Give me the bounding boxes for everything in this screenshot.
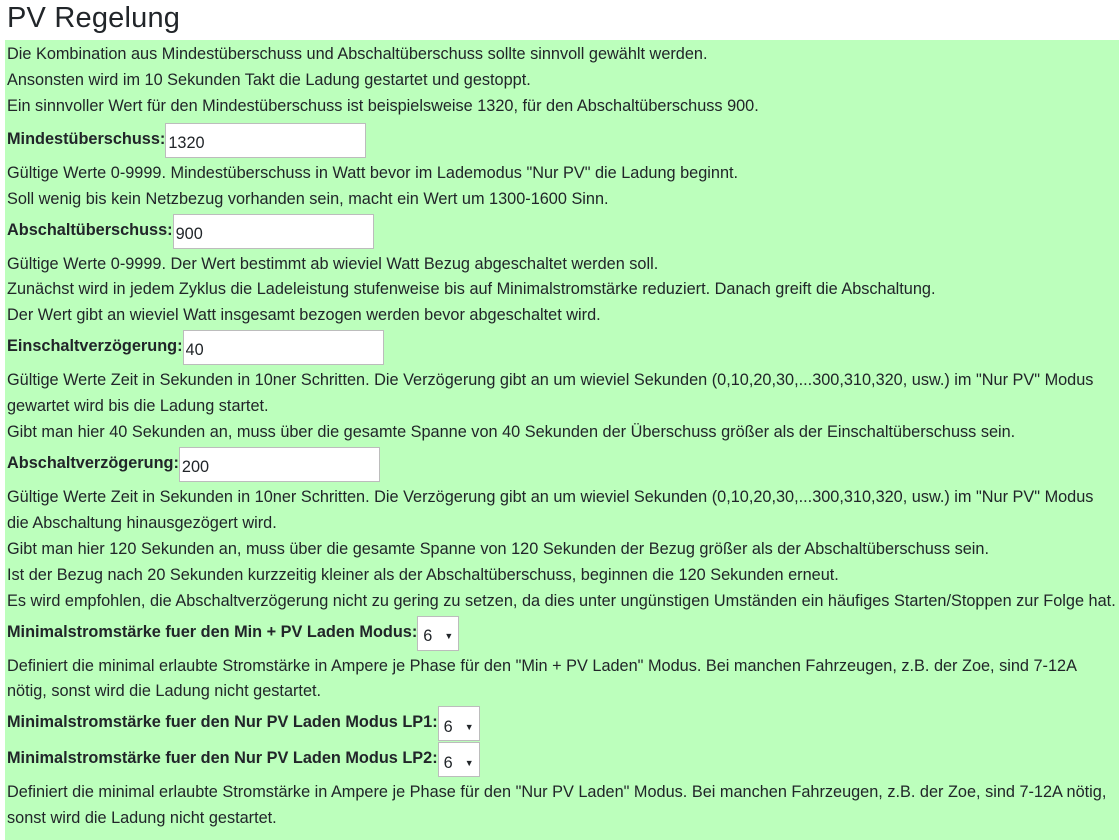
minpv-help: Definiert die minimal erlaubte Stromstärke in Ampere je Phase für den "Min + PV Laden" Modus. Bei manchen Fahrzeugen, z.B. der Zoe, sind 7-12A nötig, sonst wird die Ladung nicht gestartet.	[7, 656, 1077, 701]
minpv-select-value: 6	[423, 627, 433, 645]
abschalt-row	[7, 213, 1119, 249]
minpv-select[interactable]	[417, 616, 459, 651]
nurpv-help: Definiert die minimal erlaubte Stromstärke in Ampere je Phase für den "Nur PV Laden" Modus. Bei manchen Fahrzeugen, z.B. der Zoe, sind 7-12A nötig, sonst wird die Ladung nicht gestartet.	[7, 783, 1107, 828]
nurpv-lp2-select[interactable]	[438, 742, 480, 777]
abschaltverz-help: Ist der Bezug nach 20 Sekunden kurzzeitig kleiner als der Abschaltüberschuss, beginnen die 120 Sekunden erneut.	[7, 565, 839, 584]
mindest-row	[7, 120, 1119, 158]
abschaltverz-help: Gibt man hier 120 Sekunden an, muss über die gesamte Spanne von 120 Sekunden der Bezug größer als der Abschaltüberschuss sein.	[7, 539, 990, 558]
einschaltverz-help: Gültige Werte Zeit in Sekunden in 10ner Schritten. Die Verzögerung gibt an um wieviel Sekunden (0,10,20,30,...300,310,320, usw.) im "Nur PV" Modus gewartet wird bis die Ladung startet.	[7, 371, 1094, 416]
abschalt-help: Gültige Werte 0-9999. Der Wert bestimmt ab wieviel Watt Bezug abgeschaltet werden soll.	[7, 254, 659, 273]
nurpv-lp1-label: Minimalstromstärke fuer den Nur PV Laden Modus LP1:	[7, 713, 438, 732]
nurpv-lp2-row	[7, 741, 1119, 777]
abschalt-help: Zunächst wird in jedem Zyklus die Ladeleistung stufenweise bis auf Minimalstromstärke reduziert. Danach greift die Abschaltung.	[7, 280, 936, 299]
einschaltverz-input[interactable]	[183, 330, 384, 365]
nurpv-lp2-select-value: 6	[443, 753, 453, 772]
abschalt-input[interactable]	[173, 214, 374, 249]
caret-down-icon: ▼	[444, 631, 454, 642]
intro-text: Ein sinnvoller Wert für den Mindestüberschuss ist beispielsweise 1320, für den Abschaltüberschuss 900.	[7, 96, 759, 115]
mindest-help: Soll wenig bis kein Netzbezug vorhanden sein, macht ein Wert um 1300-1600 Sinn.	[7, 189, 609, 208]
abschalt-label: Abschaltüberschuss:	[7, 220, 173, 239]
mindest-help: Gültige Werte 0-9999. Mindestüberschuss in Watt bevor im Lademodus "Nur PV" die Ladung beginnt.	[7, 163, 739, 182]
nurpv-lp1-select-value: 6	[443, 717, 453, 736]
caret-down-icon: ▼	[464, 757, 474, 768]
pv-settings-panel	[5, 40, 1119, 840]
mindest-label: Mindestüberschuss:	[7, 129, 166, 148]
abschaltverz-help: Es wird empfohlen, die Abschaltverzögerung nicht zu gering zu setzen, da dies unter ungünstigen Umständen ein häufiges Starten/Stoppen zur Folge hat.	[7, 591, 1116, 610]
mindest-input[interactable]	[165, 123, 366, 158]
einschaltverz-help: Gibt man hier 40 Sekunden an, muss über die gesamte Spanne von 40 Sekunden der Überschuss größer als der Einschaltüberschuss sein.	[7, 423, 1016, 442]
page-title: PV Regelung	[7, 2, 181, 34]
nurpv-lp2-label: Minimalstromstärke fuer den Nur PV Laden Modus LP2:	[7, 749, 438, 768]
nurpv-lp1-select[interactable]	[438, 706, 480, 741]
abschalt-help: Der Wert gibt an wieviel Watt insgesamt bezogen werden bevor abgeschaltet wird.	[7, 306, 601, 325]
minpv-label: Minimalstromstärke fuer den Min + PV Laden Modus:	[7, 622, 418, 641]
caret-down-icon: ▼	[464, 721, 474, 732]
abschaltverz-input[interactable]	[179, 447, 380, 482]
intro-text: Ansonsten wird im 10 Sekunden Takt die Ladung gestartet und gestoppt.	[7, 70, 531, 89]
nurpv-lp1-row	[7, 705, 1119, 741]
einschaltverz-row	[7, 329, 1119, 365]
minpv-row	[7, 615, 1119, 651]
abschaltverz-row	[7, 446, 1119, 482]
abschaltverz-label: Abschaltverzögerung:	[7, 453, 179, 472]
abschaltverz-help: Gültige Werte Zeit in Sekunden in 10ner Schritten. Die Verzögerung gibt an um wieviel Sekunden (0,10,20,30,...300,310,320, usw.) im "Nur PV" Modus die Abschaltung hinausgezögert wird.	[7, 487, 1094, 532]
einschaltverz-label: Einschaltverzögerung:	[7, 337, 183, 356]
intro-text: Die Kombination aus Mindestüberschuss und Abschaltüberschuss sollte sinnvoll gewählt werden.	[7, 45, 708, 63]
